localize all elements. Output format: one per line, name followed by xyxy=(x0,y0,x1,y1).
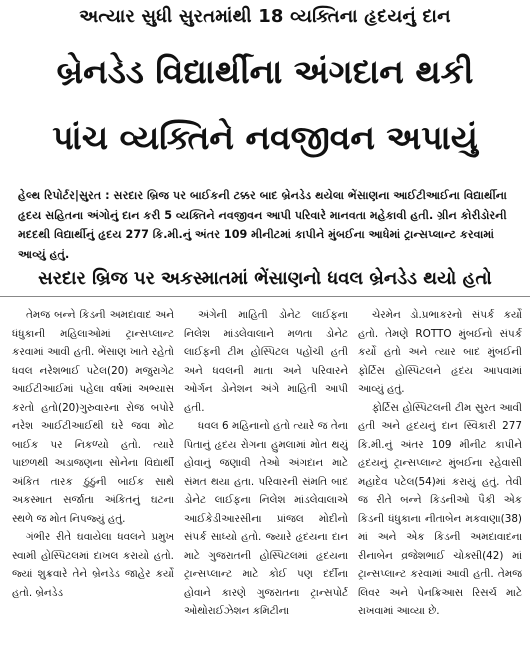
lead-paragraph: હેલ્થ રિપોર્ટર|સુરત : સરદાર બ્રિજ પર બાઈકની ટક્કર બાદ બ્રેનડેડ થયેલા ભેંસાણના આઈટીઆઈના વિદ્યાર્થીના હૃદય સહિતના અંગોનું દાન કરી 5 વ્યક્તિને નવજીવન આપી પરિવારે માનવતા મહેકાવી હતી. ગ્રીન કોરીડોરની મદદથી વિદ્યાર્થીનું હૃદય 277 કિ.મી.નું અંતર 109 મીનીટમાં કાપીને મુંબઈના આધેમાં ટ્રાન્સપ્લાન્ટ કરવામાં આવ્યું હતું. xyxy=(18,189,507,261)
body-paragraph: ગંભીર રીતે ઘવાયેલા ધવલને પ્રમુખ સ્વામી હોસ્પિટલમાં દાખલ કરાયો હતો. જ્યાં શુક્રવારે તેને બ્રેનડેડ જાહેર કર્યો હતો. બ્રેનડેડ xyxy=(12,531,174,599)
body-paragraph: ધવલ 6 મહિનાનો હતો ત્યારે જ તેના પિતાનું હૃદય રોગના હુમલામાં મોત થયું હોવાનું જણાવી તેઓ અંગદાન માટે સંમત થયા હતા. પરિવારની સંમતિ બાદ ડોનેટ લાઈફના નિલેશ માંડલેવાલાએ આઈકેડીઆરસીના પ્રાંજલ મોદીનો સંપર્ક સાધ્યો હતો. જ્યારે હૃદયના દાન માટે ગુજરાતની હોસ્પિટલમાં હૃદયના ટ્રાન્સપ્લાન્ટ માટે કોઈ પણ દર્દીના હોવાને કારણે ગુજરાતના ટ્રાન્સપોર્ટ ઓથોરાઈઝેશન કમિટીના xyxy=(184,420,348,617)
body-paragraph: તેમજ બન્ને કિડની અમદાવાદ અને ધંધુકાની મહિલાઓમાં ટ્રાન્સપ્લાન્ટ કરવામાં આવી હતી. ભેંસાણ ખાતે રહેતો ધવલ નરેશભાઈ પટેલ(20) મજુરાગેટ આઈટીઆઈમાં પહેલા વર્ષમાં અભ્યાસ કરતો હતો(20)ગુરુવારના રોજ બપોરે નરેશ આઈટીઆઈથી ઘરે જવા મોટ બાઈક પર નિકળ્યો હતો. ત્યારે પાછળથી અડાજણના સોનેના વિદ્યાર્થી અંકિત તારક ઠુંઠુંની બાઈક સાથે અકસ્માત સર્જાતા અંકિતનું ઘટના સ્થળે જ મોત નિપજ્યું હતું. xyxy=(12,309,174,525)
subheadline: સરદાર બ્રિજ પર અકસ્માતમાં ભેંસાણનો ધવલ બ્રેનડેડ થયો હતો xyxy=(38,268,492,289)
body-column-3 xyxy=(358,306,522,652)
body-column-1 xyxy=(12,306,174,652)
kicker-line: અત્યાર સુધી સુરતમાંથી 18 વ્યક્તિના હૃદયનું દાન xyxy=(79,6,451,27)
headline-line-2: પાંચ વ્યક્તિને નવજીવન અપાયું xyxy=(52,118,478,157)
divider xyxy=(0,296,530,297)
headline-line-1: બ્રેનડેડ વિદ્યાર્થીના અંગદાન થકી xyxy=(56,52,474,91)
body-column-2 xyxy=(184,306,348,652)
body-paragraph: ચેરમેન ડો.પ્રભાકરનો સંપર્ક કર્યો હતો. તેમણે ROTTO મુંબઈનો સંપર્ક કર્યો હતો અને ત્યાર બાદ મુંબઈની ફોર્ટિસ હોસ્પિટલને હૃદય આપવામાં આવ્યું હતું. xyxy=(358,309,522,395)
body-paragraph: ફોર્ટિસ હોસ્પિટલની ટીમ સુરત આવી હતી અને હૃદયનું દાન સ્વિકારી 277 કિ.મી.નું અંતર 109 મીનીટ કાપીને હૃદયનું ટ્રાન્સપ્લાન્ટ મુંબઈના રહેવાસી મહાદેવ પટેલ(54)માં કરાયું હતું. તેવી જ રીતે બન્ને કિડનીઓ પૈકી એક કિડની ધંધુકાના નીતાબેન મકવાણા(38) માં અને એક કિડની અમદાવાદના રીનાબેન વ્રજેશભાઈ ચોક્સી(42) માં ટ્રાન્સપ્લાન્ટ કરવામાં આવી હતી. તેમજ લિવર અને પેનક્રિઆસ રિસર્ચ માટે રાખવામાં આવ્યા છે. xyxy=(358,401,522,617)
body-paragraph: અંગેની માહિતી ડોનેટ લાઈફના નિલેશ માંડલેવાલાને મળતા ડોનેટ લાઈફની ટીમ હોસ્પિટલ પહોંચી હતી અને ધવલની માતા અને પરિવારને ઓર્ગન ડોનેશન અંગે માહિતી આપી હતી. xyxy=(184,309,348,414)
